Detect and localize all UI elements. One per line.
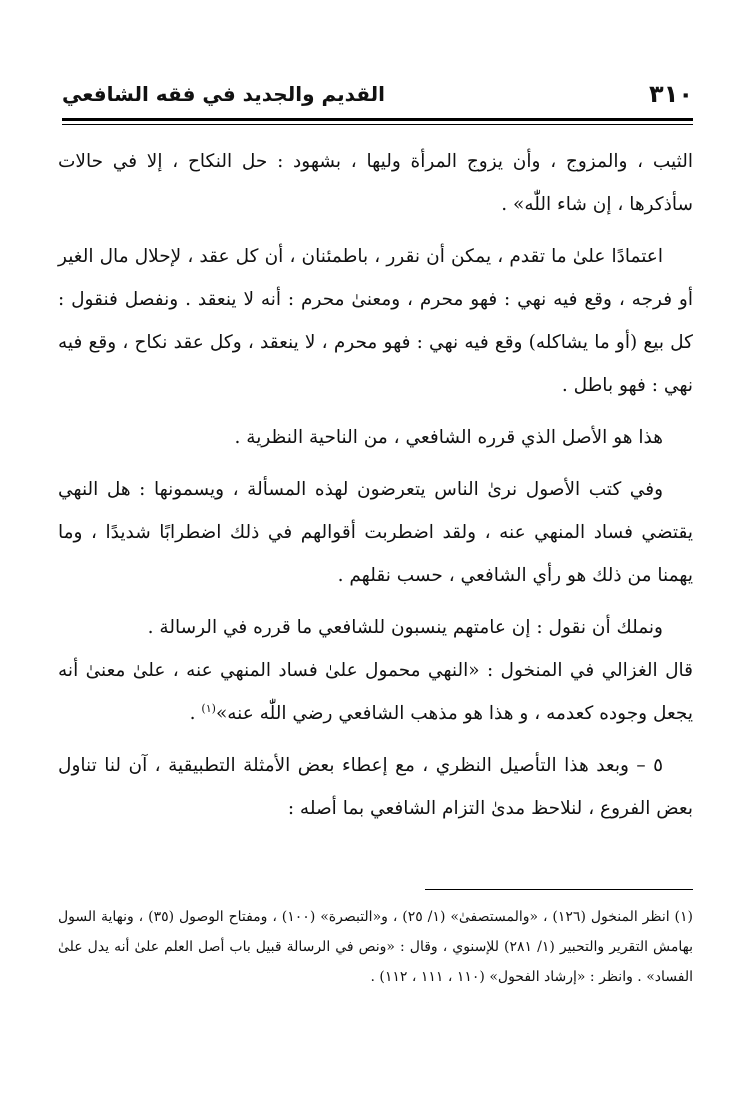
paragraph-1: الثيب ، والمزوج ، وأن يزوج المرأة وليها ، بشهود : حل النكاح ، إلا في حالات سأذكرها ، إن شاء اللّٰه» . <box>58 151 693 215</box>
paragraph-3: هذا هو الأصل الذي قرره الشافعي ، من الناحية النظرية . <box>234 427 663 448</box>
running-title: القديم والجديد في فقه الشافعي <box>62 82 385 106</box>
paragraph-2: اعتمادًا علىٰ ما تقدم ، يمكن أن نقرر ، باطمئنان ، أن كل عقد ، لإحلال مال الغير أو فرجه ، وقع فيه نهي : فهو محرم ، ومعنىٰ محرم : أنه لا ينعقد . ونفصل فنقول : كل بيع (أو ما يشاكله) وقع فيه نهي : فهو محرم ، لا ينعقد ، وكل عقد نكاح ، وقع فيه نهي : فهو باطل . <box>58 246 693 396</box>
footnote-separator <box>425 889 693 890</box>
paragraph-5b <box>58 649 693 735</box>
quote-ghazali: قال الغزالي في المنخول : «النهي محمول علىٰ فساد المنهي عنه ، علىٰ معنىٰ أنه يجعل وجوده كعدمه ، و هذا هو مذهب الشافعي رضي اللّٰه عنه» <box>58 660 693 724</box>
paragraph-5a: ونملك أن نقول : إن عامتهم ينسبون للشافعي ما قرره في الرسالة . <box>147 617 663 638</box>
page-header <box>62 74 693 114</box>
footnote-reference-1[interactable]: (١) <box>201 701 216 715</box>
footnote-1: (١) انظر المنخول (١٢٦) ، «والمستصفىٰ» (١/ ٢٥) ، و«التبصرة» (١٠٠) ، ومفتاح الوصول (٣٥) ، ونهاية السول بهامش التقرير والتحبير (١/ ٢٨١) للإسنوي ، وقال : «ونص في الرسالة قبيل باب أصل العلم علىٰ أنه يدل علىٰ الفساد» . وانظر : «إرشاد الفحول» (١١٠ ، ١١١ ، ١١٢) . <box>58 909 694 985</box>
main-text <box>58 140 693 839</box>
paragraph-4: وفي كتب الأصول نرىٰ الناس يتعرضون لهذه المسألة ، ويسمونها : هل النهي يقتضي فساد المنهي عنه ، ولقد اضطربت أقوالهم في ذلك اضطرابًا شديدًا ، وما يهمنا من ذلك هو رأي الشافعي ، حسب نقلهم . <box>58 479 693 586</box>
header-rule-thin <box>62 124 693 125</box>
footnotes <box>58 902 693 992</box>
paragraph-6: ٥ – وبعد هذا التأصيل النظري ، مع إعطاء بعض الأمثلة التطبيقية ، آن لنا تناول بعض الفروع ، لنلاحظ مدىٰ التزام الشافعي بما أصله : <box>58 755 693 819</box>
quote-end: . <box>189 703 202 724</box>
page-number: ٣١٠ <box>649 80 693 108</box>
header-rule-thick <box>62 118 693 121</box>
